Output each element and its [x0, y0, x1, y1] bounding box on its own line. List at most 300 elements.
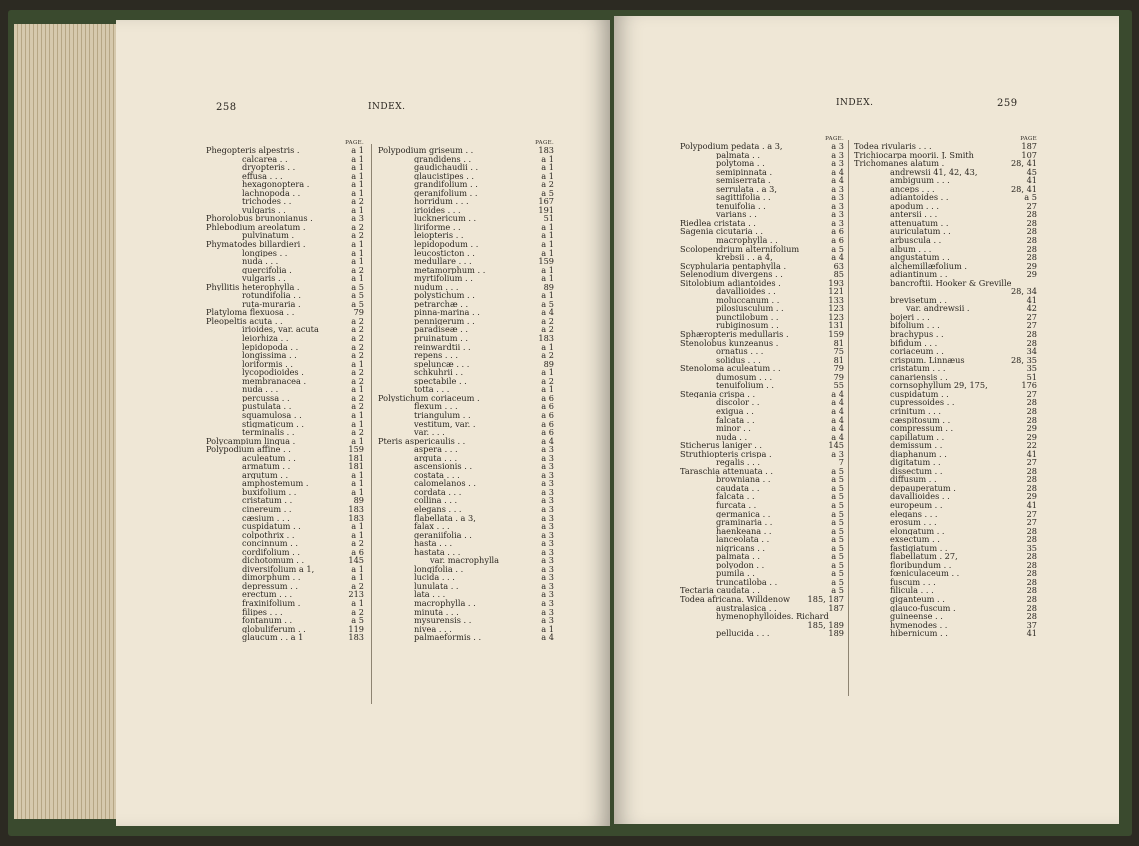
entry-term: pustulata . .: [242, 402, 292, 411]
index-entry: [854, 296, 1037, 305]
entry-page-ref: 187: [828, 602, 844, 613]
entry-term: furcata . .: [716, 500, 757, 510]
entry-term: cristatum . . .: [890, 364, 946, 373]
index-entry: [378, 522, 554, 531]
index-entry: [378, 189, 554, 198]
index-entry: [206, 471, 364, 480]
entry-term: Polypodium affine . .: [206, 445, 291, 454]
entry-page-ref: 28: [1026, 405, 1037, 416]
entry-term: lachnopoda . .: [242, 188, 301, 198]
index-entry: [378, 505, 554, 514]
entry-term: irioides, var. acuta: [242, 325, 319, 335]
entry-page-ref: a 3: [541, 555, 554, 566]
entry-page-ref: 22: [1026, 440, 1037, 451]
entry-term: Todea africana. Willdenow: [680, 594, 791, 604]
index-entry: [854, 398, 1037, 407]
entry-term: tenuifolia . .: [716, 201, 766, 211]
entry-term: cæspitosum . .: [890, 415, 951, 425]
entry-page-ref: a 5: [351, 290, 364, 301]
index-entry: [206, 223, 364, 232]
index-entry: [854, 552, 1037, 561]
index-entry: [680, 398, 844, 407]
index-entry: [378, 231, 554, 240]
index-entry: [680, 176, 844, 185]
index-entry: [206, 180, 364, 189]
entry-page-ref: a 1: [351, 572, 364, 583]
index-entry: [378, 351, 554, 360]
entry-term: metamorphum . .: [414, 265, 486, 275]
index-entry: [378, 462, 554, 471]
entry-page-ref: 28: [1026, 209, 1037, 220]
entry-page-ref: a 2: [541, 350, 554, 361]
index-entry: [206, 514, 364, 523]
index-entry: [854, 279, 1037, 288]
entry-term: graminaria . .: [716, 518, 773, 527]
index-entry: [854, 467, 1037, 476]
index-entry: [378, 428, 554, 437]
index-entry: [680, 236, 844, 245]
entry-term: davallioides . .: [716, 287, 776, 296]
entry-page-ref: 28, 34: [1010, 286, 1037, 297]
entry-page-ref: a 3: [541, 546, 554, 557]
entry-term: hibernicum . .: [890, 629, 948, 638]
index-entry: [378, 590, 554, 599]
entry-term: erectum . . .: [242, 590, 293, 599]
entry-page-ref: a 5: [831, 559, 844, 570]
index-entry: [378, 548, 554, 557]
index-entry: [378, 437, 554, 446]
entry-term: bojeri . . .: [890, 312, 930, 322]
entry-page-ref: a 4: [831, 431, 844, 442]
index-entry: [680, 279, 844, 288]
index-entry: [854, 381, 1037, 390]
entry-page-ref: a 5: [831, 474, 844, 485]
entry-page-ref: a 4: [831, 414, 844, 425]
right-index-column-1: [680, 136, 844, 638]
entry-term: Trichomanes alatum .: [854, 159, 945, 168]
entry-term: squamulosa . .: [242, 410, 302, 420]
index-entry: [680, 544, 844, 553]
index-entry: [206, 479, 364, 488]
entry-page-ref: a 3: [831, 183, 844, 194]
entry-page-ref: 79: [833, 371, 844, 382]
index-entry: [206, 445, 364, 454]
entry-term: cuspidatum . .: [242, 522, 301, 531]
entry-page-ref: a 5: [831, 243, 844, 254]
index-entry: [680, 347, 844, 356]
entry-page-ref: 28: [1026, 593, 1037, 604]
index-entry: [680, 339, 844, 348]
index-entry: [206, 616, 364, 625]
index-entry: [854, 219, 1037, 228]
entry-page-ref: a 1: [541, 290, 554, 301]
entry-page-ref: a 2: [351, 230, 364, 241]
index-entry: [854, 347, 1037, 356]
entry-page-ref: 28: [1026, 465, 1037, 476]
index-entry: [206, 454, 364, 463]
entry-page-ref: 28: [1026, 243, 1037, 254]
index-entry: [206, 308, 364, 317]
entry-page-ref: a 2: [351, 392, 364, 403]
index-entry: [206, 590, 364, 599]
entry-term: hasta . . .: [414, 539, 453, 548]
entry-page-ref: a 2: [351, 375, 364, 386]
index-entry: [378, 411, 554, 420]
entry-term: cæsium . . .: [242, 513, 290, 523]
entry-page-ref: a 6: [541, 427, 554, 438]
entry-term: diffusum . .: [890, 475, 937, 484]
index-entry: [378, 616, 554, 625]
entry-term: reinwardtii . .: [414, 342, 471, 352]
index-entry: [854, 629, 1037, 638]
index-entry: [378, 454, 554, 463]
index-entry: [854, 527, 1037, 536]
page-column-header: PAGE: [1020, 136, 1037, 142]
index-entry: [680, 373, 844, 382]
index-entry: [680, 569, 844, 578]
entry-page-ref: a 3: [541, 589, 554, 600]
entry-term: giganteum . .: [890, 594, 945, 604]
entry-term: Sagenia cicutaria . .: [680, 227, 764, 237]
index-entry: [854, 210, 1037, 219]
index-entry: [206, 428, 364, 437]
entry-page-ref: a 2: [541, 315, 554, 326]
entry-page-ref: 123: [828, 303, 844, 314]
index-entry: [378, 496, 554, 505]
index-entry: [206, 608, 364, 617]
entry-page-ref: a 3: [831, 149, 844, 160]
entry-page-ref: 51: [543, 213, 554, 224]
entry-page-ref: 35: [1026, 542, 1037, 553]
index-entry: [206, 300, 364, 309]
entry-term: schkuhrii . .: [414, 368, 464, 377]
page-column-header: PAGE.: [825, 136, 844, 142]
index-entry: [378, 633, 554, 642]
entry-page-ref: 28: [1026, 568, 1037, 579]
entry-page-ref: a 1: [351, 384, 364, 395]
entry-page-ref: a 2: [351, 221, 364, 232]
index-entry: [854, 484, 1037, 493]
entry-page-ref: a 1: [541, 170, 554, 181]
entry-page-ref: 89: [543, 358, 554, 369]
index-entry: [206, 351, 364, 360]
entry-page-ref: a 1: [351, 204, 364, 215]
entry-page-ref: a 3: [541, 461, 554, 472]
entry-term: globuliferum . .: [242, 624, 306, 634]
entry-page-ref: a 1: [351, 145, 364, 155]
index-entry: [378, 625, 554, 634]
entry-term: medullare . . .: [414, 257, 472, 266]
entry-page-ref: 183: [348, 512, 364, 523]
entry-term: hastata . . .: [414, 547, 461, 557]
entry-page-ref: 81: [833, 337, 844, 348]
entry-term: crinitum . . .: [890, 406, 941, 416]
entry-term: depauperatum .: [890, 483, 956, 493]
entry-page-ref: 28: [1026, 551, 1037, 562]
entry-term: Todea rivularis . . .: [854, 142, 932, 151]
index-entry: [378, 394, 554, 403]
entry-page-ref: a 4: [831, 388, 844, 399]
entry-term: ornatus . . .: [716, 347, 764, 356]
index-entry: [378, 180, 554, 189]
entry-page-ref: a 5: [831, 482, 844, 493]
entry-term: palmata . .: [716, 150, 760, 160]
left-page-number: 258: [216, 102, 237, 113]
entry-page-ref: a 1: [541, 230, 554, 241]
entry-term: paradiseæ . .: [414, 325, 468, 335]
entry-page-ref: 34: [1026, 346, 1037, 357]
entry-term: sagittifolia . .: [716, 193, 771, 202]
entry-page-ref: a 3: [541, 495, 554, 506]
index-entry: [206, 343, 364, 352]
entry-term: hymenophylloides. Richard: [716, 612, 829, 621]
index-entry: [378, 599, 554, 608]
entry-page-ref: a 1: [351, 179, 364, 190]
entry-term: leiorhiza . .: [242, 334, 289, 343]
index-entry: [680, 518, 844, 527]
index-entry: [378, 377, 554, 386]
page-column-header: PAGE.: [535, 140, 554, 146]
index-entry: [854, 262, 1037, 271]
entry-term: glaucum . . a 1: [242, 633, 304, 642]
entry-term: arguta . . .: [414, 453, 458, 463]
entry-term: depressum . .: [242, 581, 298, 591]
entry-page-ref: a 4: [541, 632, 554, 643]
index-entry: [854, 441, 1037, 450]
entry-term: palmata . .: [716, 552, 760, 561]
entry-page-ref: a 1: [351, 521, 364, 532]
entry-term: lunulata . .: [414, 581, 459, 591]
entry-term: ascensionis . .: [414, 462, 473, 471]
index-entry: [680, 578, 844, 587]
entry-term: coriaceum . .: [890, 347, 944, 356]
index-entry: [680, 629, 844, 638]
index-entry: [854, 364, 1037, 373]
column-rule: [371, 144, 372, 704]
index-entry: [680, 142, 844, 151]
entry-page-ref: a 1: [351, 486, 364, 497]
entry-term: armatum . .: [242, 462, 291, 471]
entry-page-ref: 28: [1026, 252, 1037, 263]
entry-page-ref: a 2: [351, 350, 364, 361]
entry-term: longifolia . .: [414, 564, 464, 574]
entry-term: Polystichum coriaceum .: [378, 393, 480, 403]
index-entry: [854, 595, 1037, 604]
entry-term: liriforme . .: [414, 222, 461, 232]
entry-page-ref: a 1: [351, 256, 364, 267]
index-entry: [854, 142, 1037, 151]
entry-term: elegans . . .: [890, 509, 938, 519]
entry-page-ref: 51: [1026, 371, 1037, 382]
index-entry: [206, 291, 364, 300]
entry-page-ref: a 2: [351, 196, 364, 207]
index-entry: [680, 151, 844, 160]
entry-page-ref: a 1: [351, 187, 364, 198]
index-entry: [680, 527, 844, 536]
entry-term: vulgaris . .: [242, 274, 286, 283]
entry-page-ref: a 1: [541, 239, 554, 250]
index-entry: [680, 304, 844, 313]
entry-term: demissum . .: [890, 441, 943, 450]
entry-term: fraxinifolium .: [242, 598, 301, 608]
entry-term: antersii . . .: [890, 210, 938, 219]
entry-page-ref: 29: [1026, 431, 1037, 442]
entry-term: Pteris aspericaulis . .: [378, 436, 466, 446]
index-entry: [680, 219, 844, 228]
entry-page-ref: 27: [1026, 320, 1037, 331]
entry-page-ref: a 5: [831, 534, 844, 545]
entry-page-ref: 42: [1026, 303, 1037, 314]
index-entry: [854, 202, 1037, 211]
page-column-header: PAGE.: [345, 140, 364, 146]
entry-page-ref: 29: [1026, 269, 1037, 280]
index-entry: [378, 565, 554, 574]
left-running-head: INDEX.: [368, 102, 406, 112]
entry-term: filipes . . .: [242, 607, 283, 617]
entry-term: gaudichaudii . .: [414, 163, 479, 172]
index-entry: [680, 424, 844, 433]
entry-page-ref: a 1: [351, 162, 364, 173]
entry-term: nuda . .: [716, 432, 748, 442]
entry-page-ref: 183: [538, 333, 554, 344]
entry-page-ref: a 3: [831, 448, 844, 459]
index-entry: [680, 535, 844, 544]
entry-page-ref: a 5: [351, 615, 364, 626]
entry-page-ref: a 3: [541, 529, 554, 540]
entry-term: angustatum . .: [890, 253, 950, 262]
entry-page-ref: 183: [538, 145, 554, 155]
index-entry: [854, 287, 1037, 296]
entry-page-ref: a 2: [541, 179, 554, 190]
entry-page-ref: 28: [1026, 559, 1037, 570]
entry-page-ref: a 1: [351, 435, 364, 446]
index-entry: [680, 356, 844, 365]
entry-term: [854, 287, 1009, 296]
entry-page-ref: a 4: [831, 423, 844, 434]
entry-page-ref: 28: [1026, 482, 1037, 493]
entry-term: var. macrophylla: [430, 556, 500, 565]
index-entry: [206, 155, 364, 164]
index-entry: [854, 510, 1037, 519]
entry-page-ref: 27: [1026, 457, 1037, 468]
index-entry: [378, 582, 554, 591]
entry-term: crispum. Linnæus: [890, 355, 965, 365]
entry-page-ref: 89: [543, 281, 554, 292]
entry-page-ref: a 4: [831, 405, 844, 416]
entry-term: capillatum . .: [890, 432, 945, 442]
entry-page-ref: 28, 35: [1010, 354, 1037, 365]
entry-term: bifolium . . .: [890, 321, 940, 331]
index-entry: [206, 231, 364, 240]
entry-term: [680, 621, 806, 630]
index-entry: [206, 633, 364, 642]
entry-page-ref: a 2: [541, 375, 554, 386]
index-entry: [680, 510, 844, 519]
entry-page-ref: a 1: [351, 273, 364, 284]
index-entry: [854, 535, 1037, 544]
index-entry: [206, 539, 364, 548]
entry-term: moluccanum . .: [716, 295, 780, 305]
entry-page-ref: a 6: [541, 392, 554, 403]
index-entry: [680, 561, 844, 570]
entry-page-ref: a 1: [541, 162, 554, 173]
entry-page-ref: a 2: [351, 333, 364, 344]
index-entry: [378, 360, 554, 369]
index-entry: [378, 488, 554, 497]
index-entry: [378, 291, 554, 300]
index-entry: [378, 317, 554, 326]
entry-page-ref: a 5: [831, 542, 844, 553]
entry-term: minor . .: [716, 424, 751, 433]
entry-page-ref: 121: [828, 286, 844, 297]
index-entry: [854, 227, 1037, 236]
entry-term: andrewsii 41, 42, 43,: [890, 167, 978, 177]
entry-term: leucosticton . .: [414, 248, 475, 258]
index-entry: [854, 193, 1037, 202]
entry-term: Tectaria caudata . .: [680, 586, 760, 595]
entry-term: mysurensis . .: [414, 616, 472, 625]
entry-term: cornsophyllum 29, 175,: [890, 381, 988, 390]
index-entry: [378, 283, 554, 292]
entry-page-ref: a 3: [831, 217, 844, 228]
index-entry: [378, 402, 554, 411]
entry-term: Polypodium griseum . .: [378, 146, 474, 155]
entry-page-ref: a 5: [831, 517, 844, 528]
entry-term: fontanum . .: [242, 616, 293, 625]
entry-page-ref: a 3: [541, 580, 554, 591]
index-entry: [854, 578, 1037, 587]
entry-page-ref: 181: [348, 452, 364, 463]
entry-page-ref: a 1: [541, 273, 554, 284]
index-entry: [206, 249, 364, 258]
entry-page-ref: 131: [828, 320, 844, 331]
index-entry: [378, 471, 554, 480]
entry-page-ref: 55: [833, 380, 844, 391]
entry-term: lanceolata . .: [716, 535, 770, 544]
index-entry: [854, 253, 1037, 262]
entry-term: Struthiopteris crispa .: [680, 449, 772, 459]
entry-term: punctilobum . .: [716, 312, 779, 322]
entry-term: pumila . .: [716, 569, 755, 578]
entry-term: krebsii . . a 4,: [716, 253, 773, 262]
entry-page-ref: a 3: [351, 213, 364, 224]
entry-term: dumosum . . .: [716, 372, 773, 382]
entry-term: Sticherus laniger . .: [680, 441, 763, 450]
entry-term: falcata . .: [716, 415, 755, 425]
index-entry: [854, 390, 1037, 399]
entry-page-ref: 159: [828, 329, 844, 340]
index-entry: [680, 270, 844, 279]
entry-page-ref: 37: [1026, 619, 1037, 630]
entry-page-ref: 28: [1026, 414, 1037, 425]
entry-term: glaucistipes . .: [414, 171, 475, 181]
entry-page-ref: a 4: [541, 307, 554, 318]
entry-term: dichotomum . .: [242, 556, 305, 565]
entry-term: Selenodium divergens . .: [680, 270, 783, 279]
entry-term: pennigerum . .: [414, 316, 475, 326]
entry-term: grandifolium . .: [414, 180, 478, 189]
entry-page-ref: 81: [833, 354, 844, 365]
index-entry: [378, 514, 554, 523]
entry-term: speluncæ . . .: [414, 359, 470, 369]
entry-page-ref: 145: [828, 440, 844, 451]
entry-term: brevisetum . .: [890, 295, 948, 305]
entry-term: Stegania crispa . .: [680, 389, 756, 399]
index-entry: [378, 325, 554, 334]
entry-page-ref: a 5: [831, 551, 844, 562]
entry-page-ref: a 1: [351, 597, 364, 608]
entry-term: ambiguum . . .: [890, 176, 950, 185]
